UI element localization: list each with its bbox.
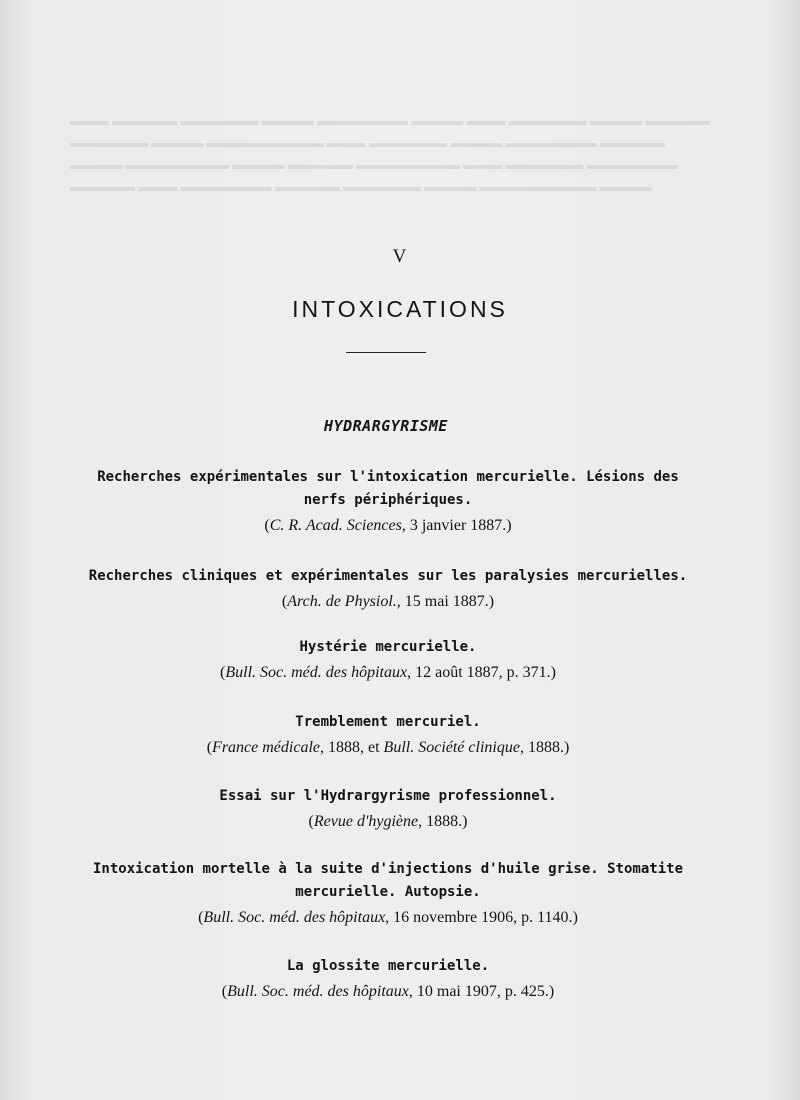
entry-source-date: , 3 janvier 1887. — [401, 517, 507, 534]
entry-source-mid: , 1888, et — [320, 739, 384, 756]
bibliography-entry — [88, 565, 688, 613]
entry-source-journal: Arch. de Physiol. — [287, 593, 397, 610]
entry-source: (C. R. Acad. Sciences, 3 janvier 1887.) — [264, 517, 512, 534]
entry-title: Hystérie mercurielle. — [299, 639, 477, 655]
entry-source-journal: Bull. Soc. méd. des hôpitaux — [203, 909, 386, 926]
entry-source: (Arch. de Physiol., 15 mai 1887.) — [281, 593, 495, 610]
bibliography-entry — [70, 858, 706, 929]
entry-title: Tremblement mercuriel. — [295, 714, 481, 730]
entry-source: (Revue d'hygiène, 1888.) — [308, 813, 468, 830]
entry-source-date: , 12 août 1887, p. 371. — [407, 664, 551, 681]
entry-title: Recherches cliniques et expérimentales sur les paralysies mercurielles. — [88, 568, 688, 584]
entry-source-journal: C. R. Acad. Sciences — [269, 517, 402, 534]
entry-source-journal-2: Bull. Société clinique — [383, 739, 520, 756]
chapter-number: V — [392, 246, 408, 267]
bibliography-entry — [88, 785, 688, 833]
bleed-through-texture: ▬▬▬ ▬▬▬▬▬ ▬▬▬▬▬▬ ▬▬▬▬ ▬▬▬▬▬▬▬ ▬▬▬▬ ▬▬▬ ▬▬▬▬▬▬ ▬▬▬▬ ▬▬▬▬▬ ▬▬▬▬▬▬ ▬▬▬▬ ▬▬▬▬▬▬▬▬▬ ▬▬▬ ▬▬▬▬▬▬ ▬▬▬▬ ▬▬▬▬▬▬▬ ▬▬▬▬▬ ▬▬▬▬ ▬▬▬▬▬▬▬▬ ▬▬▬▬ ▬▬▬▬▬ ▬▬▬▬▬▬▬▬ ▬▬▬ ▬▬▬▬▬▬ ▬▬▬▬▬▬▬ ▬▬▬▬▬ ▬▬▬ ▬▬▬▬▬▬▬ ▬▬▬▬▬ ▬▬▬▬▬▬ ▬▬▬▬ ▬▬▬▬▬▬▬▬▬ ▬▬▬▬ — [70, 113, 711, 194]
entry-source-date: , 16 novembre 1906, p. 1140. — [385, 909, 573, 926]
entry-source: (Bull. Soc. méd. des hôpitaux, 10 mai 1907, p. 425.) — [221, 983, 555, 1000]
entry-source: (France médicale, 1888, et Bull. Société clinique, 1888.) — [206, 739, 570, 756]
entry-source-date: , 1888. — [418, 813, 463, 830]
section-title: HYDRARGYRISME — [324, 417, 448, 435]
entry-title: Intoxication mortelle à la suite d'injections d'huile grise. Stomatite mercurielle. Autopsie. — [92, 861, 683, 900]
bibliography-entry — [88, 466, 688, 537]
entry-source-date: , 10 mai 1907, p. 425. — [408, 983, 549, 1000]
chapter-title: INTOXICATIONS — [292, 296, 508, 322]
entry-source-journal: France médicale — [212, 739, 320, 756]
entry-source: (Bull. Soc. méd. des hôpitaux, 12 août 1887, p. 371.) — [220, 664, 556, 681]
entry-title: Essai sur l'Hydrargyrisme professionnel. — [219, 788, 557, 804]
entry-source-journal: Bull. Soc. méd. des hôpitaux — [227, 983, 409, 1000]
entry-source-journal: Bull. Soc. méd. des hôpitaux — [225, 664, 408, 681]
bibliography-entry — [88, 711, 688, 759]
entry-source-date: , 15 mai 1887. — [396, 593, 489, 610]
entry-source: (Bull. Soc. méd. des hôpitaux, 16 novembre 1906, p. 1140.) — [198, 909, 578, 926]
entry-title: La glossite mercurielle. — [286, 958, 490, 974]
entry-title: Recherches expérimentales sur l'intoxication mercurielle. Lésions des nerfs périphériques. — [97, 469, 679, 508]
bibliography-entry — [88, 636, 688, 684]
title-divider — [346, 352, 426, 353]
entry-source-journal: Revue d'hygiène — [313, 813, 419, 830]
bibliography-entry — [88, 955, 688, 1003]
entry-source-date: , 1888. — [519, 739, 564, 756]
